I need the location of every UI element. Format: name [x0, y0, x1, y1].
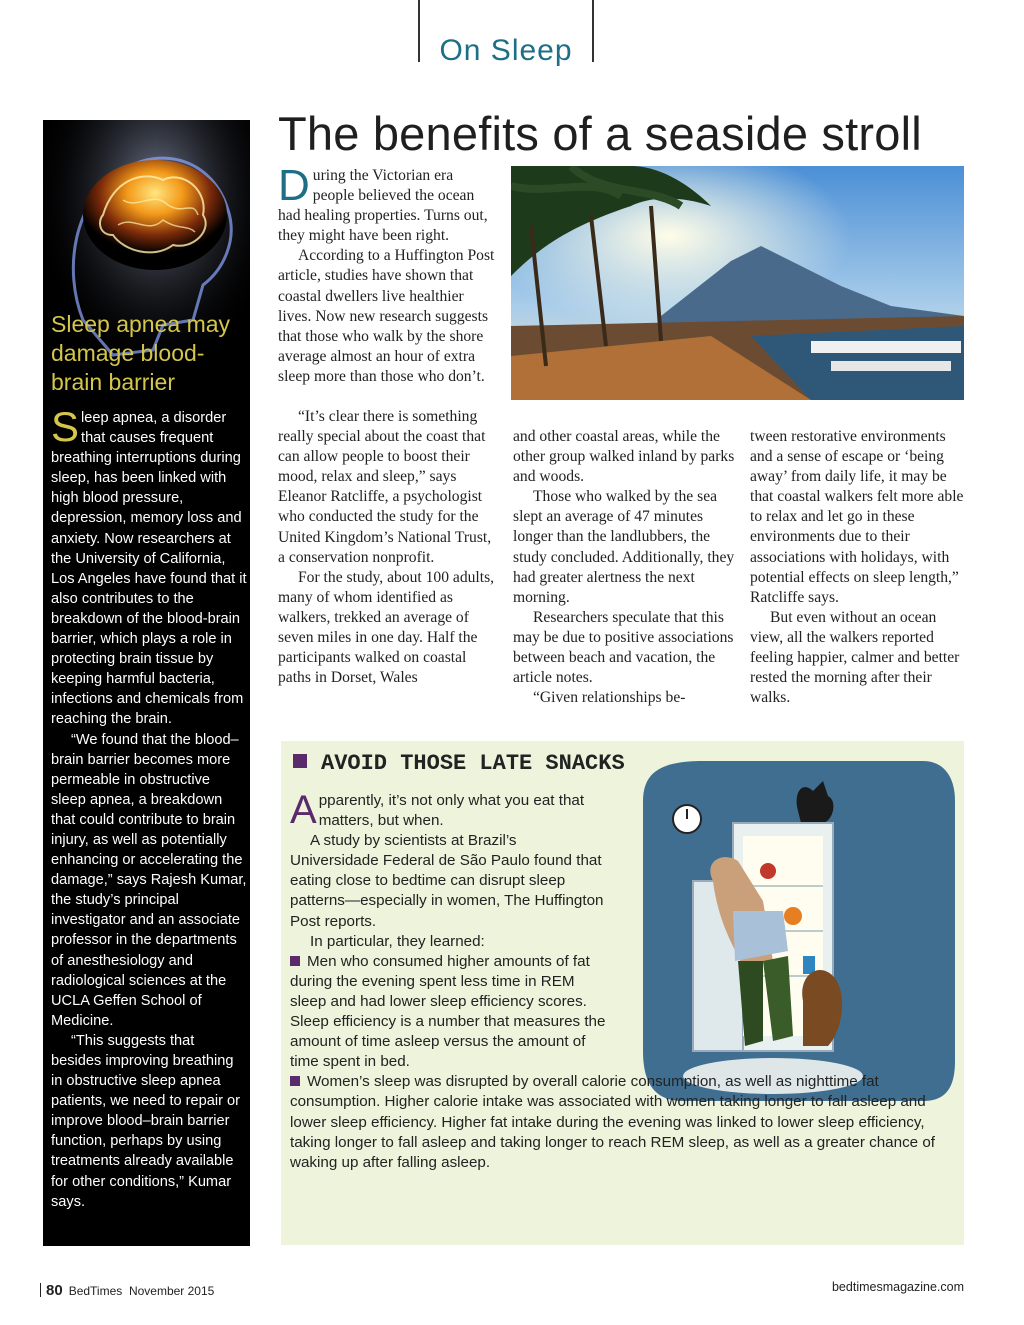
article-paragraph: According to a Huffington Post article, studies have shown that coastal dwellers live healthier lives. Now new research suggests that those who walk by the shore average almost an hour of extra sleep more than those who don’t.	[278, 247, 495, 385]
snacks-paragraph: A study by scientists at Brazil’s Universidade Federal de São Paulo found that eating close to bedtime can disrupt sleep patterns—especially in women, The Huffington Post reports.	[290, 832, 604, 930]
header-divider-right	[592, 0, 594, 62]
snacks-bullet	[290, 1072, 950, 1172]
article-paragraph: tween restorative environments and a sense of escape or ‘being away’ from daily life, it may be that coastal walkers felt more able to relax and let go in these environments due to their associations with holidays, with potential effects on sleep length,” Ratcliffe says.	[750, 428, 964, 606]
article-column-1-bottom	[278, 407, 498, 688]
sidebar-panel	[43, 120, 250, 1246]
article-dropcap: D	[278, 161, 310, 210]
snacks-paragraph	[290, 788, 960, 832]
magazine-name: BedTimes	[68, 1284, 123, 1298]
snacks-title-text: AVOID THOSE LATE SNACKS	[321, 751, 625, 776]
article-paragraph-text: uring the Victorian era people believed the ocean had healing properties. Turns out, they might have been right.	[278, 167, 488, 245]
article-title: The benefits of a seaside stroll	[278, 107, 922, 160]
bullet-square-icon	[290, 1076, 300, 1086]
snacks-dropcap: A	[290, 788, 317, 832]
snacks-bullet	[290, 952, 608, 1073]
snacks-title	[293, 751, 625, 776]
article-paragraph: Those who walked by the sea slept an average of 47 minutes longer than the landlubbers, the study concluded. Additionally, they had greater alertness the next morning.	[513, 488, 735, 606]
folio-divider	[40, 1283, 41, 1297]
snacks-body	[290, 788, 960, 1173]
snacks-bullet-text: Men who consumed higher amounts of fat during the evening spent less time in REM sleep and had lower sleep efficiency scores. Sleep efficiency is a number that measures the amount of time asleep versus the amount of time spent in bed.	[290, 952, 606, 1071]
sidebar-paragraph: “We found that the blood–brain barrier becomes more permeable in obstructive sleep apnea, a breakdown that could contribute to brain injury, as well as potentially enhancing or accelerating the damage,” says Rajesh Kumar, the study’s principal investigator and an associate professor in the departments of anesthesiology and radiological sciences at the UCLA Geffen School of Medicine.	[51, 731, 247, 1029]
page-folio	[40, 1282, 214, 1299]
article-column-2	[513, 427, 735, 708]
article-paragraph: “It’s clear there is something really special about the coast that can allow people to boost their mood, relax and sleep,” says Eleanor Ratcliffe, a psychologist who conducted the study for the United Kingdom’s National Trust, a conservation nonprofit.	[278, 408, 492, 566]
sidebar-paragraph	[51, 403, 247, 730]
article-paragraph: For the study, about 100 adults, many of whom identified as walkers, trekked an average of seven miles in one day. Half the participants walked on coastal paths in Dorset, Wales	[278, 568, 495, 687]
article-paragraph: But even without an ocean view, all the walkers reported feeling happier, calmer and better rested the morning after their walks.	[750, 608, 960, 707]
article-paragraph: and other coastal areas, while the other group walked inland by parks and woods.	[513, 428, 735, 486]
article-paragraph	[278, 161, 498, 246]
sidebar-heading: Sleep apnea may damage blood-brain barrier	[51, 311, 231, 395]
section-title: On Sleep	[439, 34, 573, 67]
article-column-1-top	[278, 161, 498, 387]
title-square-icon	[293, 754, 307, 768]
sidebar-paragraph-text: leep apnea, a disorder that causes frequent breathing interruptions during sleep, has been linked with high blood pressure, depression, memory loss and anxiety. Now researchers at the University of California, Los Angeles have found that it also contributes to the breakdown of the blood-brain barrier, which plays a role in protecting brain tissue by keeping harmful bacteria, infections and chemicals from reaching the brain.	[51, 410, 247, 728]
sidebar-paragraph: “This suggests that besides improving breathing in obstructive sleep apnea patients, we need to repair or improve blood–brain barrier function, perhaps by using treatments already available for other conditions,” Kumar says.	[51, 1032, 241, 1210]
sidebar-body	[51, 403, 247, 1212]
snacks-paragraph: In particular, they learned:	[310, 932, 485, 950]
seaside-promenade-photo	[511, 166, 964, 400]
issue-date: November 2015	[128, 1284, 215, 1298]
snacks-paragraph-text: pparently, it’s not only what you eat that matters, but when.	[318, 792, 585, 830]
late-snacks-box	[281, 741, 964, 1245]
article-column-3	[750, 427, 972, 708]
article-paragraph: “Given relationships be-	[533, 689, 686, 707]
bullet-square-icon	[290, 956, 300, 966]
page-number: 80	[46, 1282, 63, 1299]
article-paragraph: Researchers speculate that this may be due to positive associations between beach and vacation, the article notes.	[513, 608, 734, 687]
snacks-bullet-text: Women’s sleep was disrupted by overall calorie consumption, as well as nighttime fat consumption. Higher calorie intake was associated with women taking longer to fall asleep and lower sleep efficiency. Higher fat intake during the evening was linked to lower sleep efficiency, taking longer to fall asleep and taking longer to reach REM sleep, as well as a greater chance of waking up after falling asleep.	[290, 1073, 936, 1171]
magazine-url: bedtimesmagazine.com	[831, 1280, 964, 1294]
sidebar-dropcap: S	[51, 403, 80, 450]
